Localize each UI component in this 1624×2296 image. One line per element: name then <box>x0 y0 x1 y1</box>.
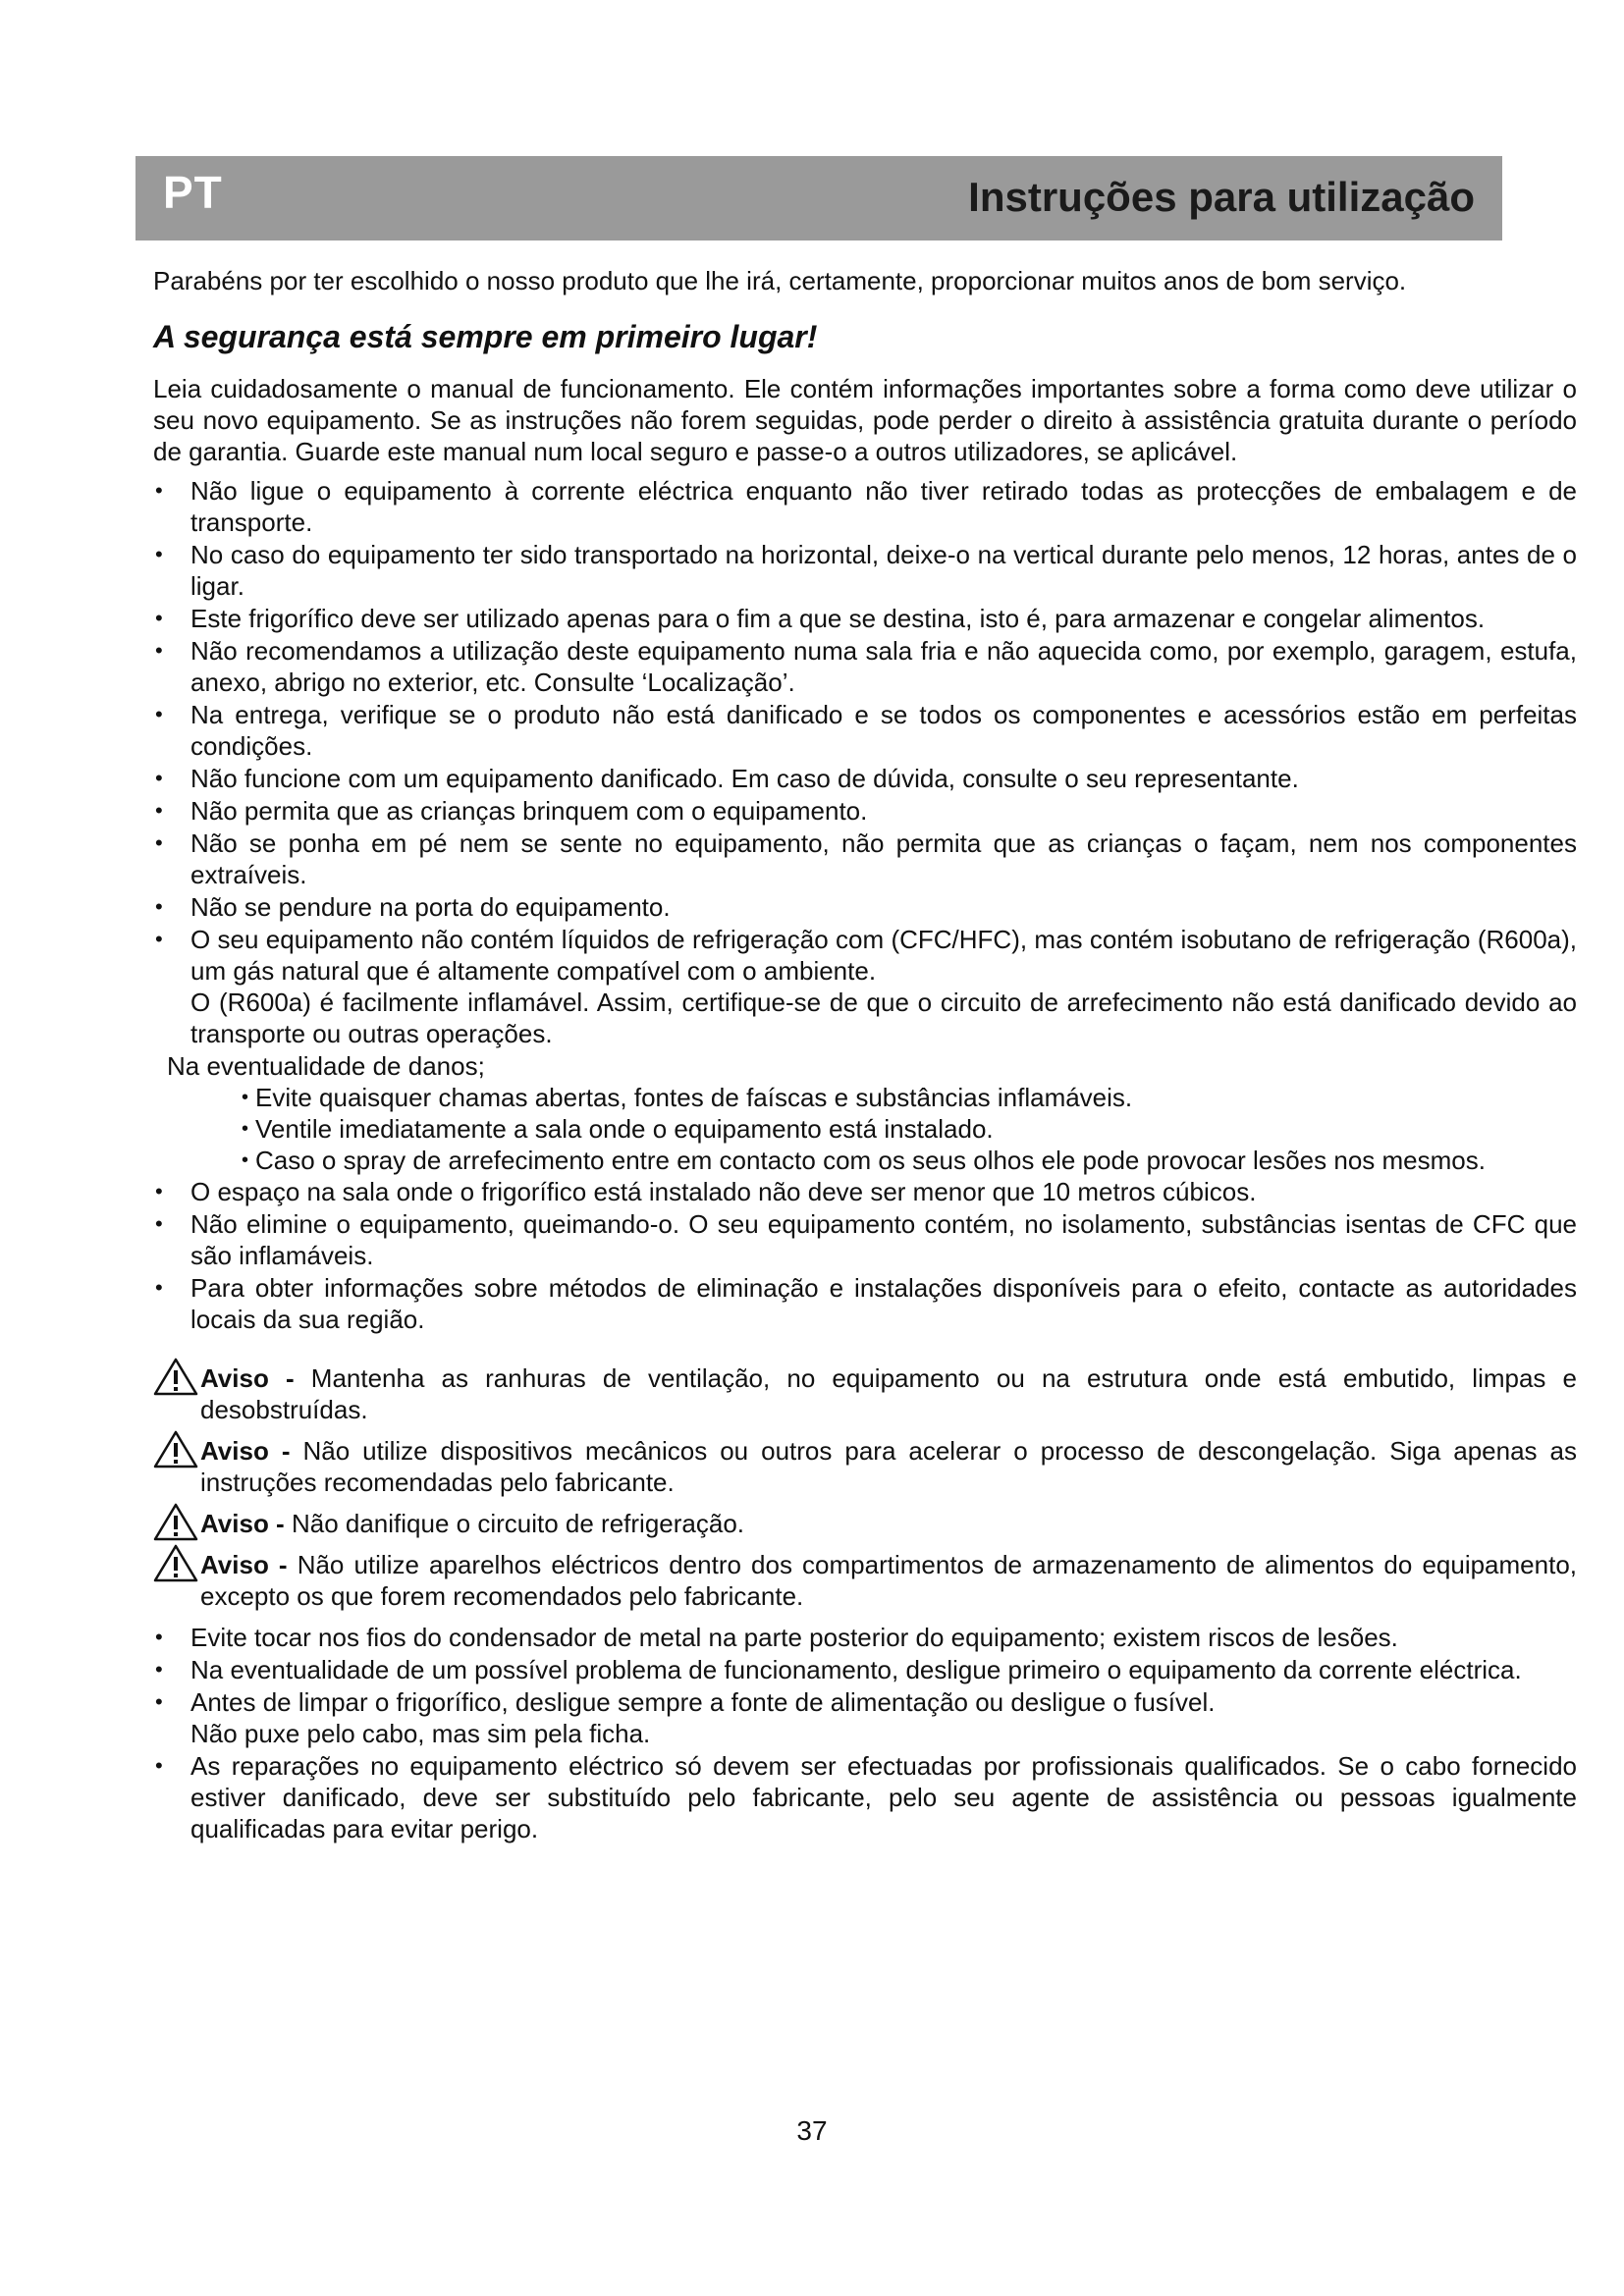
list-item: • No caso do equipamento ter sido transportado na horizontal, deixe-o na vertical durante pelo menos, 12 horas, antes de o ligar. <box>153 539 1577 602</box>
list-item <box>153 1686 1577 1749</box>
warning-text: Mantenha as ranhuras de ventilação, no equipamento ou na estrutura onde está embutido, limpas e desobstruídas. <box>200 1363 1578 1424</box>
list-item-continuation: Não puxe pelo cabo, mas sim pela ficha. <box>190 1719 651 1748</box>
warning-triangle-icon <box>153 1543 198 1582</box>
list-item: • Evite quaisquer chamas abertas, fontes de faíscas e substâncias inflamáveis. <box>244 1082 1577 1113</box>
warning-text: Não utilize aparelhos eléctricos dentro dos compartimentos de armazenamento de alimentos do equipamento, excepto os que forem recomendados pelo fabricante. <box>200 1550 1578 1611</box>
disposal-list <box>153 1208 1577 1335</box>
warning-item <box>153 1362 1577 1425</box>
list-item: • Não recomendamos a utilização deste equipamento numa sala fria e não aquecida como, por exemplo, garagem, estufa, anexo, abrigo no exterior, etc. Consulte ‘Localização’. <box>153 635 1577 698</box>
list-item: • Não se pendure na porta do equipamento. <box>153 891 1577 923</box>
list-item: • Para obter informações sobre métodos de eliminação e instalações disponíveis para o efeito, contacte as autoridades locais da sua região. <box>153 1272 1577 1335</box>
list-item: • As reparações no equipamento eléctrico só devem ser efectuadas por profissionais qualificados. Se o cabo fornecido estiver danificado, deve ser substituído pelo fabricante, pelo seu agente de assistência ou pessoas igualmente qualificadas para evitar perigo. <box>153 1750 1577 1844</box>
damage-intro: Na eventualidade de danos; <box>167 1051 485 1081</box>
warning-text: Não utilize dispositivos mecânicos ou outros para acelerar o processo de descongelação. Siga apenas as instruções recomendadas pelo fabricante. <box>200 1436 1577 1497</box>
warning-label: Aviso - <box>200 1509 285 1538</box>
list-item: • Não elimine o equipamento, queimando-o. O seu equipamento contém, no isolamento, substâncias isentas de CFC que são inflamáveis. <box>153 1208 1577 1271</box>
safety-paragraph: Leia cuidadosamente o manual de funcionamento. Ele contém informações importantes sobre a forma como deve utilizar o seu novo equipamento. Se as instruções não forem seguidas, pode perder o direito à assistência gratuita durante o período de garantia. Guarde este manual num local seguro e passe-o a outros utilizadores, se aplicável. <box>153 374 1577 466</box>
room-size-list <box>153 1176 1577 1207</box>
room-size-item: • O espaço na sala onde o frigorífico está instalado não deve ser menor que 10 metros cúbicos. <box>153 1176 1577 1207</box>
safety-bullet-list <box>153 475 1577 923</box>
refrigerant-bullet <box>153 924 1577 1049</box>
warnings-block <box>153 1362 1577 1612</box>
warning-text: Não danifique o circuito de refrigeração. <box>291 1509 744 1538</box>
list-item: • Caso o spray de arrefecimento entre em contacto com os seus olhos ele pode provocar lesões nos mesmos. <box>244 1145 1577 1176</box>
warning-item <box>153 1508 1577 1539</box>
warning-triangle-icon <box>153 1429 198 1468</box>
page-title: Instruções para utilização <box>968 174 1475 220</box>
list-item-text: Antes de limpar o frigorífico, desligue sempre a fonte de alimentação ou desligue o fusível. <box>190 1687 1216 1717</box>
warning-label: Aviso - <box>200 1363 295 1393</box>
list-item: • Evite tocar nos fios do condensador de metal na parte posterior do equipamento; existem riscos de lesões. <box>153 1622 1577 1653</box>
list-item: • Não funcione com um equipamento danificado. Em caso de dúvida, consulte o seu representante. <box>153 763 1577 794</box>
warning-item <box>153 1435 1577 1498</box>
warning-triangle-icon <box>153 1502 198 1541</box>
list-item: • Não ligue o equipamento à corrente eléctrica enquanto não tiver retirado todas as protecções de embalagem e de transporte. <box>153 475 1577 538</box>
maintenance-list <box>153 1622 1577 1844</box>
language-code: PT <box>163 167 223 218</box>
document-body <box>153 265 1577 1845</box>
warning-label: Aviso - <box>200 1436 291 1466</box>
refrigerant-text: O seu equipamento não contém líquidos de refrigeração com (CFC/HFC), mas contém isobutano de refrigeração (R600a), um gás natural que é altamente compatível com o ambiente. <box>190 925 1577 986</box>
refrigerant-continuation: O (R600a) é facilmente inflamável. Assim, certifique-se de que o circuito de arrefecimento não está danificado devido ao transporte ou outras operações. <box>190 988 1577 1048</box>
refrigerant-section <box>153 924 1577 1049</box>
warning-label: Aviso - <box>200 1550 288 1579</box>
damage-list <box>153 1082 1577 1176</box>
header-bar <box>135 156 1502 240</box>
list-item: • Na entrega, verifique se o produto não está danificado e se todos os componentes e acessórios estão em perfeitas condições. <box>153 699 1577 762</box>
list-item: • Não permita que as crianças brinquem com o equipamento. <box>153 795 1577 827</box>
warning-triangle-icon <box>153 1357 198 1396</box>
safety-heading: A segurança está sempre em primeiro lugar! <box>153 319 818 354</box>
list-item: • Ventile imediatamente a sala onde o equipamento está instalado. <box>244 1113 1577 1145</box>
warning-item <box>153 1549 1577 1612</box>
list-item: • Este frigorífico deve ser utilizado apenas para o fim a que se destina, isto é, para armazenar e congelar alimentos. <box>153 603 1577 634</box>
list-item: • Não se ponha em pé nem se sente no equipamento, não permita que as crianças o façam, nem nos componentes extraíveis. <box>153 828 1577 890</box>
page-number: 37 <box>796 2115 828 2146</box>
intro-paragraph: Parabéns por ter escolhido o nosso produto que lhe irá, certamente, proporcionar muitos anos de bom serviço. <box>153 266 1407 295</box>
list-item: • Na eventualidade de um possível problema de funcionamento, desligue primeiro o equipamento da corrente eléctrica. <box>153 1654 1577 1685</box>
